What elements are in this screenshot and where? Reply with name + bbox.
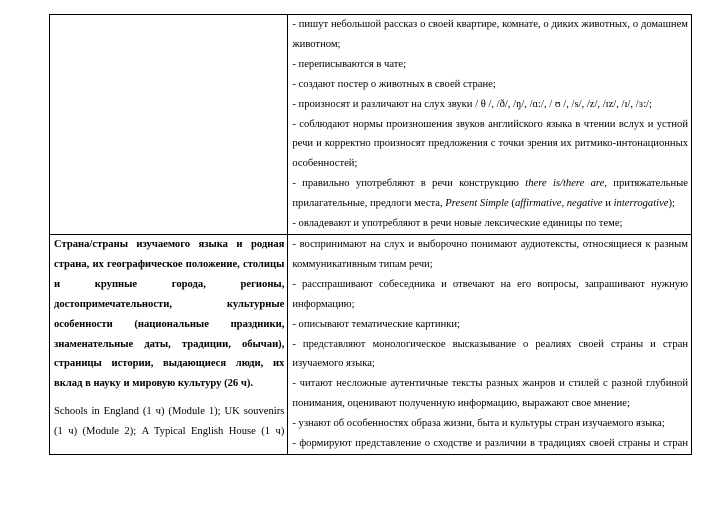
text-span: , xyxy=(561,198,567,210)
topic-line: знаменательные даты, традиции, обычаи), xyxy=(54,338,285,350)
activity-line: - соблюдают нормы произношения звуков английского языка в чтении вслух и устной xyxy=(292,118,688,130)
activity-line-grammar xyxy=(292,174,688,194)
activity-line: - формируют представление о сходстве и различии в традициях своей страны и стран xyxy=(292,438,688,450)
text-span: ( xyxy=(508,198,515,210)
text-span: и xyxy=(602,198,614,210)
activity-line: особенностей; xyxy=(292,158,358,170)
activity-line-present-simple xyxy=(292,194,688,214)
activity-line: - читают несложные аутентичные тексты разных жанров и стилей с разной глубиной xyxy=(292,378,688,390)
table-row xyxy=(50,234,692,454)
topic-line: страна, их географическое положение, столицы xyxy=(54,258,285,270)
topic-cell-empty xyxy=(50,15,288,235)
activity-line: - воспринимают на слух и выборочно понимают аудиотексты, относящиеся к разным xyxy=(292,238,688,250)
topic-line: Страна/страны изучаемого языка и родная xyxy=(54,238,285,250)
activity-line: понимания, оценивают полученную информацию, выражают свое мнение; xyxy=(292,398,630,410)
activity-line: животном; xyxy=(292,38,341,50)
topic-line: и крупные города, регионы, xyxy=(54,278,285,290)
topic-cell xyxy=(50,234,288,454)
curriculum-table xyxy=(49,14,692,455)
activity-line: - описывают тематические картинки; xyxy=(292,318,461,330)
module-line: (1 ч) (Module 2); A Typical English House (1 ч) xyxy=(54,426,285,438)
italic-term: negative xyxy=(566,198,603,210)
activity-line: коммуникативным типам речи; xyxy=(292,258,433,270)
activity-line: - представляют монологическое высказывание о реалиях своей страны и стран xyxy=(292,338,688,350)
italic-term: affirmative xyxy=(514,198,562,210)
italic-term: interrogative xyxy=(613,198,669,210)
activity-line: речи и корректно произносят предложения с точки зрения их ритмико-интонационных xyxy=(292,138,688,150)
text-span: ); xyxy=(668,198,675,210)
activity-line: информацию; xyxy=(292,298,355,310)
activity-line: - узнают об особенностях образа жизни, быта и культуры стран изучаемого языка; xyxy=(292,418,665,430)
activity-line: - овладевают и употребляют в речи новые лексические единицы по теме; xyxy=(292,218,623,230)
activities-cell xyxy=(288,15,692,235)
module-line: Schools in England (1 ч) (Module 1); UK souvenirs xyxy=(54,406,285,418)
activity-line: - произносят и различают на слух звуки / θ /, /ð/, /ŋ/, /ɑ:/, / ʊ /, /s/, /z/, /ɪz/, /ɪ/, /ɜ:/; xyxy=(292,98,652,110)
topic-line: особенности (национальные праздники, xyxy=(54,318,285,330)
activity-line: - пишут небольшой рассказ о своей квартире, комнате, о диких животных, о домашнем xyxy=(292,19,688,30)
topic-line: страницы истории, выдающиеся люди, их xyxy=(54,358,285,370)
activities-cell xyxy=(288,234,692,454)
table-row xyxy=(50,15,692,235)
italic-term: Present Simple xyxy=(445,198,509,210)
text-span: прилагательные, предлоги места, xyxy=(292,198,446,210)
text-span: - правильно употребляют в речи конструкцию xyxy=(292,178,526,190)
italic-term: there is/there are xyxy=(525,178,605,190)
activity-line: изучаемого языка; xyxy=(292,358,375,370)
text-span: , притяжательные xyxy=(604,178,688,190)
activity-line: - создают постер о животных в своей стране; xyxy=(292,78,496,90)
topic-line: достопримечательности, культурные xyxy=(54,298,285,310)
topic-line: вклад в науку и мировую культуру (26 ч). xyxy=(54,378,254,390)
activity-line: - переписываются в чате; xyxy=(292,58,407,70)
activity-line: - расспрашивают собеседника и отвечают на его вопросы, запрашивают нужную xyxy=(292,278,688,290)
spacer xyxy=(54,394,284,402)
